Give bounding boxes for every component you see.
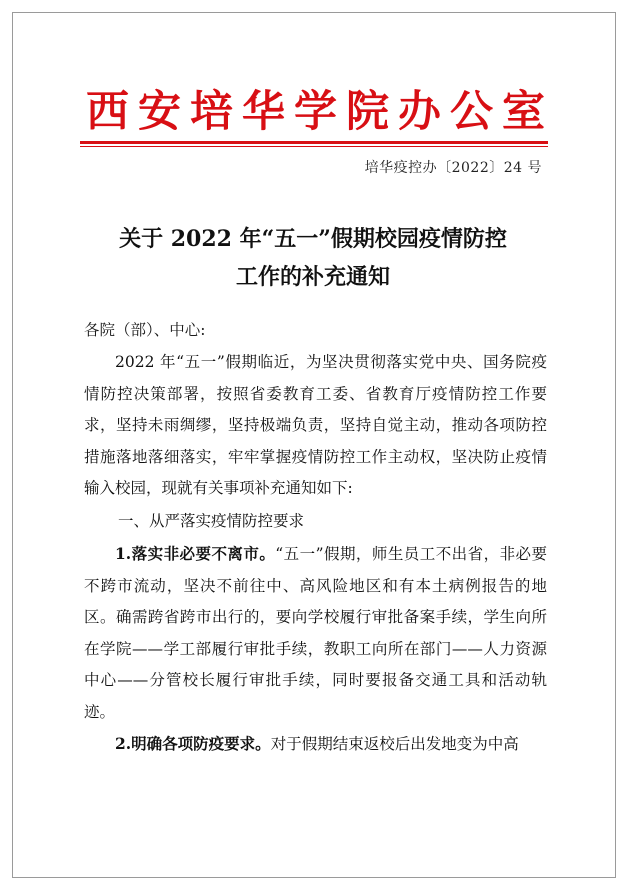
item-1-text: “五一”假期，师生员工不出省，非必要不跨市流动，坚决不前往中、高风险地区和有本土病例报告的地区。确需跨省跨市出行的，要向学校履行审批备案手续，学生向所在学院——学工部履行审批手续，教职工向所在部门——人力资源中心——分管校长履行审批手续，同时要报备交通工具和活动轨迹。 [84,545,547,721]
notice-title-line-2: 工作的补充通知 [235,264,390,290]
item-1-lead: 1.落实非必要不离市。 [115,544,276,563]
notice-title-line-1: 关于 2022 年“五一”假期校园疫情防控 [119,226,507,252]
intro-paragraph: 2022 年“五一”假期临近，为坚决贯彻落实党中央、国务院疫情防控决策部署，按照省委教育工委、省教育厅疫情防控工作要求，坚持未雨绸缪，坚持极端负责，坚持自觉主动，推动各项防控措施落地落细落实，牢牢掌握疫情防控工作主动权，坚决防止疫情输入校园，现就有关事项补充通知如下: [84,353,547,497]
masthead-red-rule [80,141,548,144]
item-2-text: 对于假期结束返校后出发地变为中高 [270,735,519,753]
masthead-red-rule-thin [80,146,548,147]
document-number: 培华疫控办〔2022〕24 号 [364,160,542,176]
item-2-lead: 2.明确各项防疫要求。 [115,734,271,753]
salutation: 各院（部）、中心: [84,321,206,339]
item-2-paragraph [84,728,547,761]
masthead-title: 西安培华学院办公室 [86,87,554,137]
section-heading-1: 一、从严落实疫情防控要求 [118,512,305,530]
item-1-paragraph [84,538,547,728]
